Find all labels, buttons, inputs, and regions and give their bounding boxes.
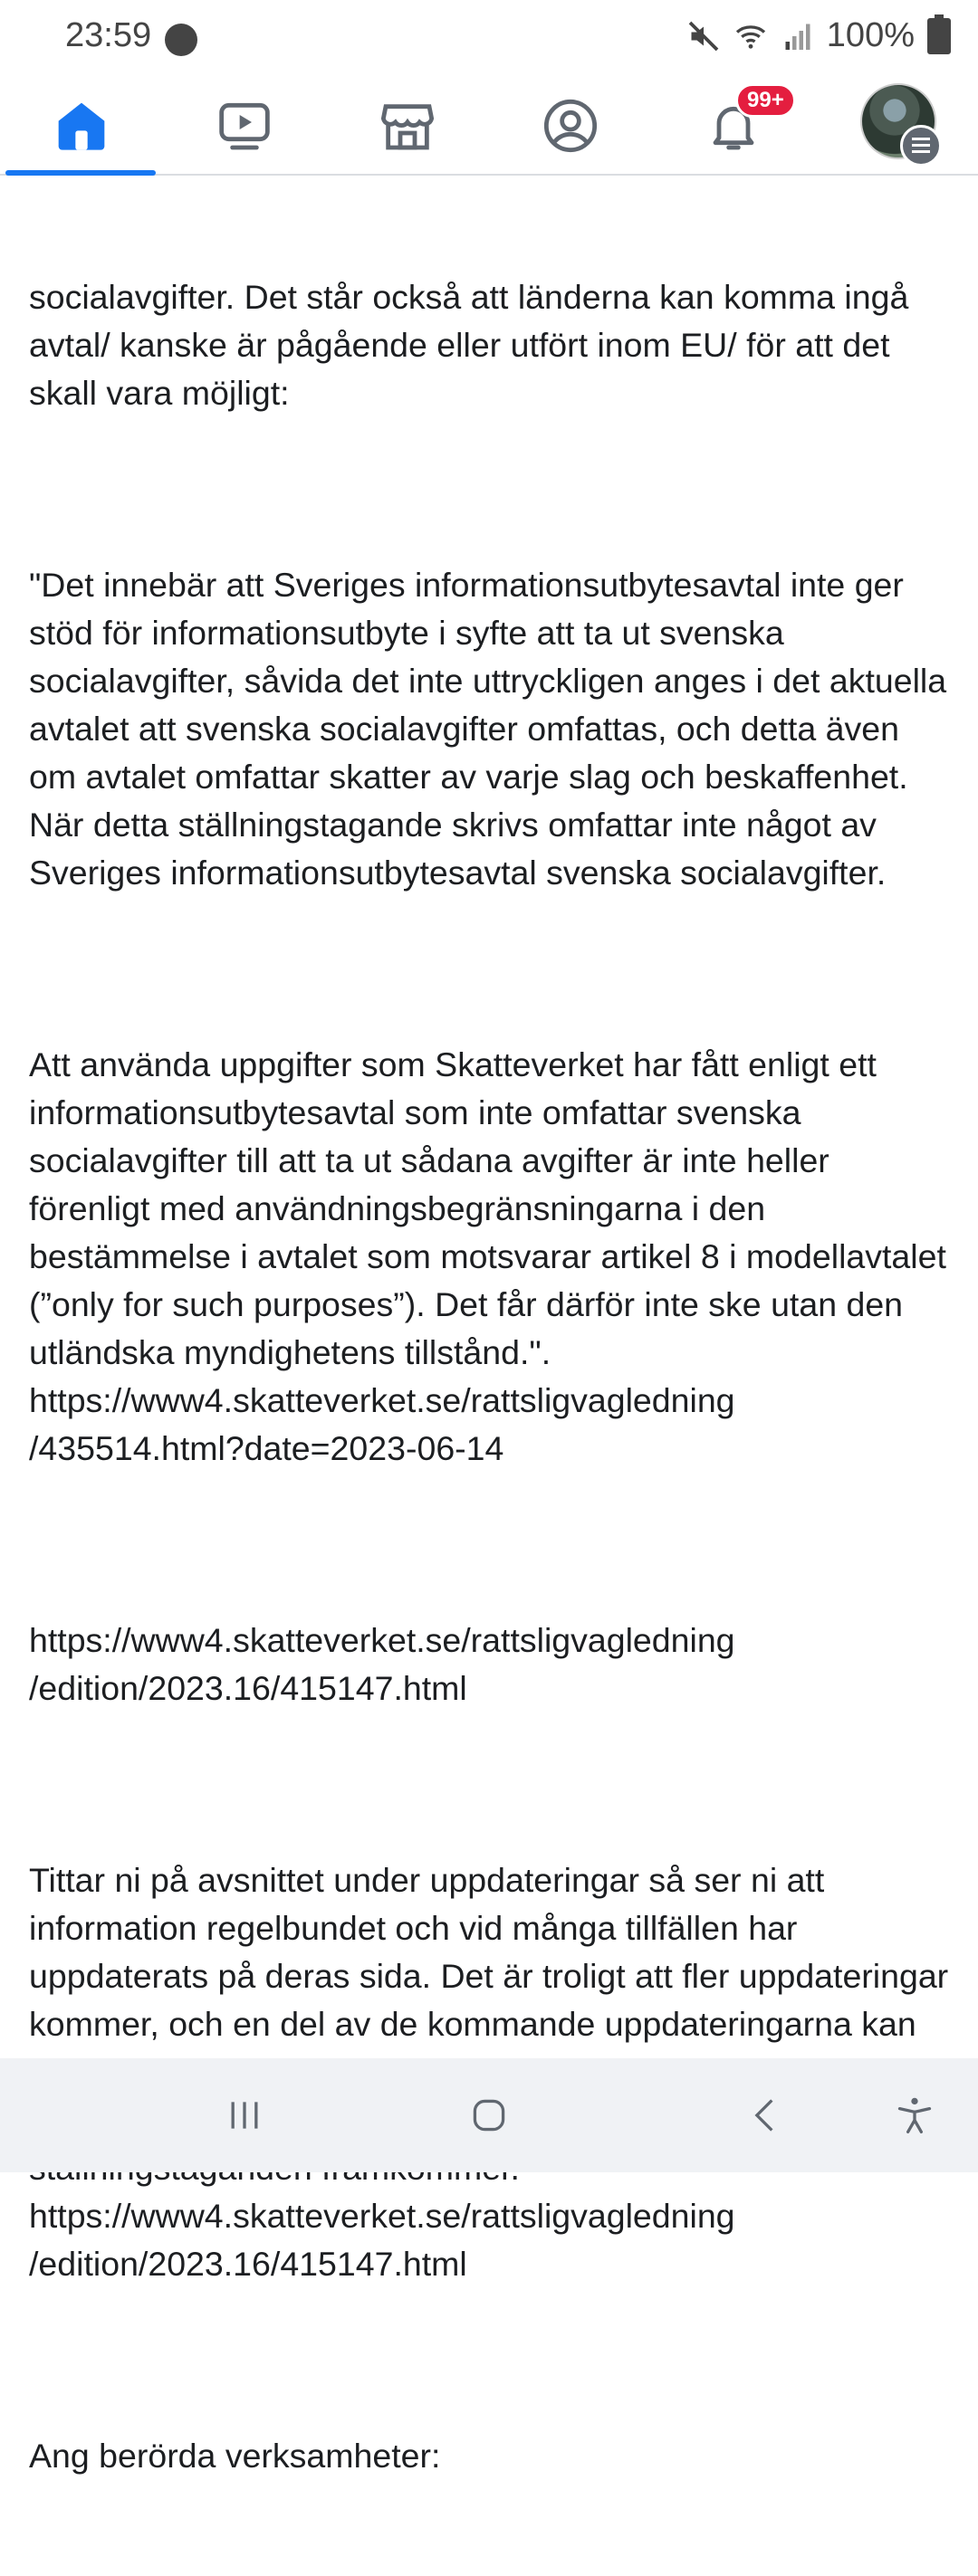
recents-button[interactable] (181, 2058, 308, 2172)
menu-icon[interactable] (900, 125, 942, 167)
wifi-icon (733, 20, 769, 52)
battery-percent: 100% (826, 16, 915, 54)
signal-icon (781, 20, 814, 52)
paragraph-1: socialavgifter. Det står också att länderna kan komma ingå avtal/ kanske är pågående eller utfört inom EU/ för att det skall vara möjligt: (29, 278, 918, 412)
paragraph-link[interactable]: https://www4.skatteverket.se/rattsligvagledning /edition/2023.16/415147.html (29, 1621, 735, 1707)
paragraph-6: Ang berörda verksamheter: (29, 2437, 441, 2475)
notification-badge: 99+ (735, 83, 796, 118)
home-icon (53, 97, 110, 155)
marketplace-icon (379, 97, 436, 155)
battery-icon (927, 18, 951, 54)
call-icon (165, 24, 197, 56)
paragraph-2: "Det innebär att Sveriges informationsutbytesavtal inte ger stöd för informationsutbyte i syfte att ta ut svenska socialavgifter, såvida det inte uttryckligen anges i det aktuella avtalet att svenska socialavgifter omfattas, och detta även om avtalet omfattar skatter av varje slag och beskaffenhet. När detta ställningstagande skrivs omfattar inte något av Sveriges informationsutbytesavtal svenska socialavgifter. (29, 566, 956, 892)
paragraph-5[interactable]: Tittar ni på avsnittet under uppdateringar så ser ni att information regelbundet och vid många tillfällen har uppdaterats på deras sida. Det är troligt att fler uppdateringar kommer, och en del av de kommande uppdateringarna kan https://www4.skatteverket.se/rattsligvagledning /edition/2023.16/415147.html (29, 1861, 949, 2283)
home-button-icon (469, 2095, 509, 2135)
tab-video[interactable] (163, 78, 326, 174)
video-icon (216, 97, 273, 155)
status-time: 23:59 (65, 16, 152, 54)
back-button[interactable] (702, 2058, 829, 2172)
status-icons (687, 16, 951, 55)
post-text (29, 177, 956, 2576)
back-icon (745, 2095, 785, 2135)
accessibility-icon (895, 2095, 935, 2135)
recents-icon (225, 2095, 264, 2135)
top-navigation (0, 78, 978, 176)
active-tab-indicator (5, 170, 156, 176)
system-navigation-bar (0, 2058, 978, 2172)
home-button[interactable] (426, 2058, 552, 2172)
mute-icon (687, 20, 720, 52)
status-bar (0, 0, 978, 78)
accessibility-button[interactable] (851, 2058, 978, 2172)
paragraph-3[interactable]: Att använda uppgifter som Skatteverket har fått enligt ett informationsutbytesavtal som inte omfattar svenska socialavgifter till att ta ut sådana avgifter är inte heller förenligt med användningsbegränsningarna i den bestämmelse i avtalet som motsvarar artikel 8 i modellavtalet (”only for such purposes”). Det får därför inte ske utan den utländska myndighetens tillstånd.". https://www4.skatteverket.se/rattsligvagledning /435514.html?date=2023-06-14 (29, 1045, 946, 1467)
profile-icon (542, 97, 599, 155)
tab-marketplace[interactable] (326, 78, 489, 174)
tab-profile[interactable] (489, 78, 652, 174)
tab-home[interactable] (0, 78, 163, 174)
